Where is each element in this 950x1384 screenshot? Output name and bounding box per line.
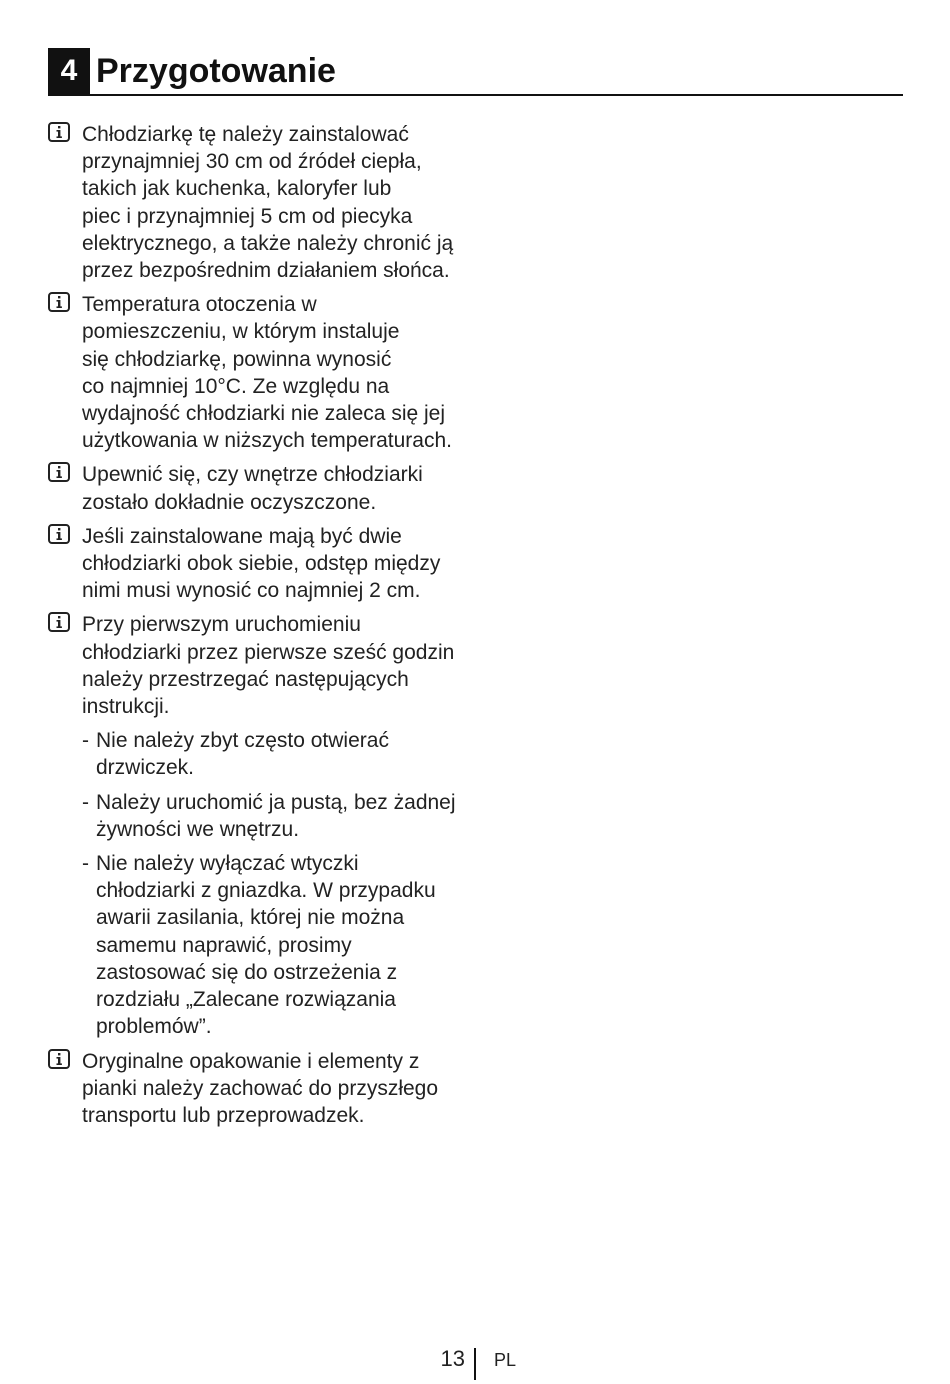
list-item [48,291,468,454]
list-item [48,611,468,720]
info-icon [48,292,70,312]
dash-marker: - [82,790,89,814]
item-text: Upewnić się, czy wnętrze chłodziarki zostało dokładnie oczyszczone. [82,463,423,514]
list-item [48,1048,468,1130]
list-item [48,461,468,515]
instructions-list [48,121,468,1136]
info-icon [48,612,70,632]
list-item [48,523,468,605]
info-icon [48,122,70,142]
sub-item-text: Nie należy wyłączać wtyczki chłodziarki z gniazdka. W przypadku awarii zasilania, której nie można samemu naprawić, prosimy zastosować się do ostrzeżenia z rozdziału „Zalecane rozwiązania problemów”. [96,852,436,1039]
page-number: 13 [440,1346,465,1371]
info-icon [48,524,70,544]
item-text: Temperatura otoczenia w pomieszczeniu, w którym instaluje się chłodziarkę, powinna wynosić co najmniej 10°C. Ze względu na wydajność chłodziarki nie zaleca się jej użytkowania w niższych temperaturach. [82,293,452,453]
sub-list-item [48,850,468,1040]
footer-divider [474,1348,476,1380]
info-icon [48,462,70,482]
sub-list-item [48,727,468,781]
dash-marker: - [82,729,89,753]
item-text: Przy pierwszym uruchomieniu chłodziarki przez pierwsze sześć godzin należy przestrzegać następujących instrukcji. [82,613,455,719]
sub-list-item [48,789,468,843]
sub-item-text: Nie należy zbyt często otwierać drzwiczek. [96,729,389,780]
section-header [48,48,903,96]
item-text: Chłodziarkę tę należy zainstalować przynajmniej 30 cm od źródeł ciepła, takich jak kuchenka, kaloryfer lub piec i przynajmniej 5 cm od piecyka elektrycznego, a także należy chronić ją przez bezpośrednim działaniem słońca. [82,123,454,283]
section-number: 4 [48,48,90,94]
language-code: PL [494,1350,517,1370]
sub-item-text: Należy uruchomić ja pustą, bez żadnej żywności we wnętrzu. [96,790,456,841]
info-icon [48,1049,70,1069]
dash-marker: - [82,852,89,876]
page-title: Przygotowanie [96,52,336,90]
item-text: Oryginalne opakowanie i elementy z pianki należy zachować do przyszłego transportu lub przeprowadzek. [82,1049,439,1127]
item-text: Jeśli zainstalowane mają być dwie chłodziarki obok siebie, odstęp między nimi musi wynosić co najmniej 2 cm. [82,524,441,603]
list-item [48,121,468,284]
